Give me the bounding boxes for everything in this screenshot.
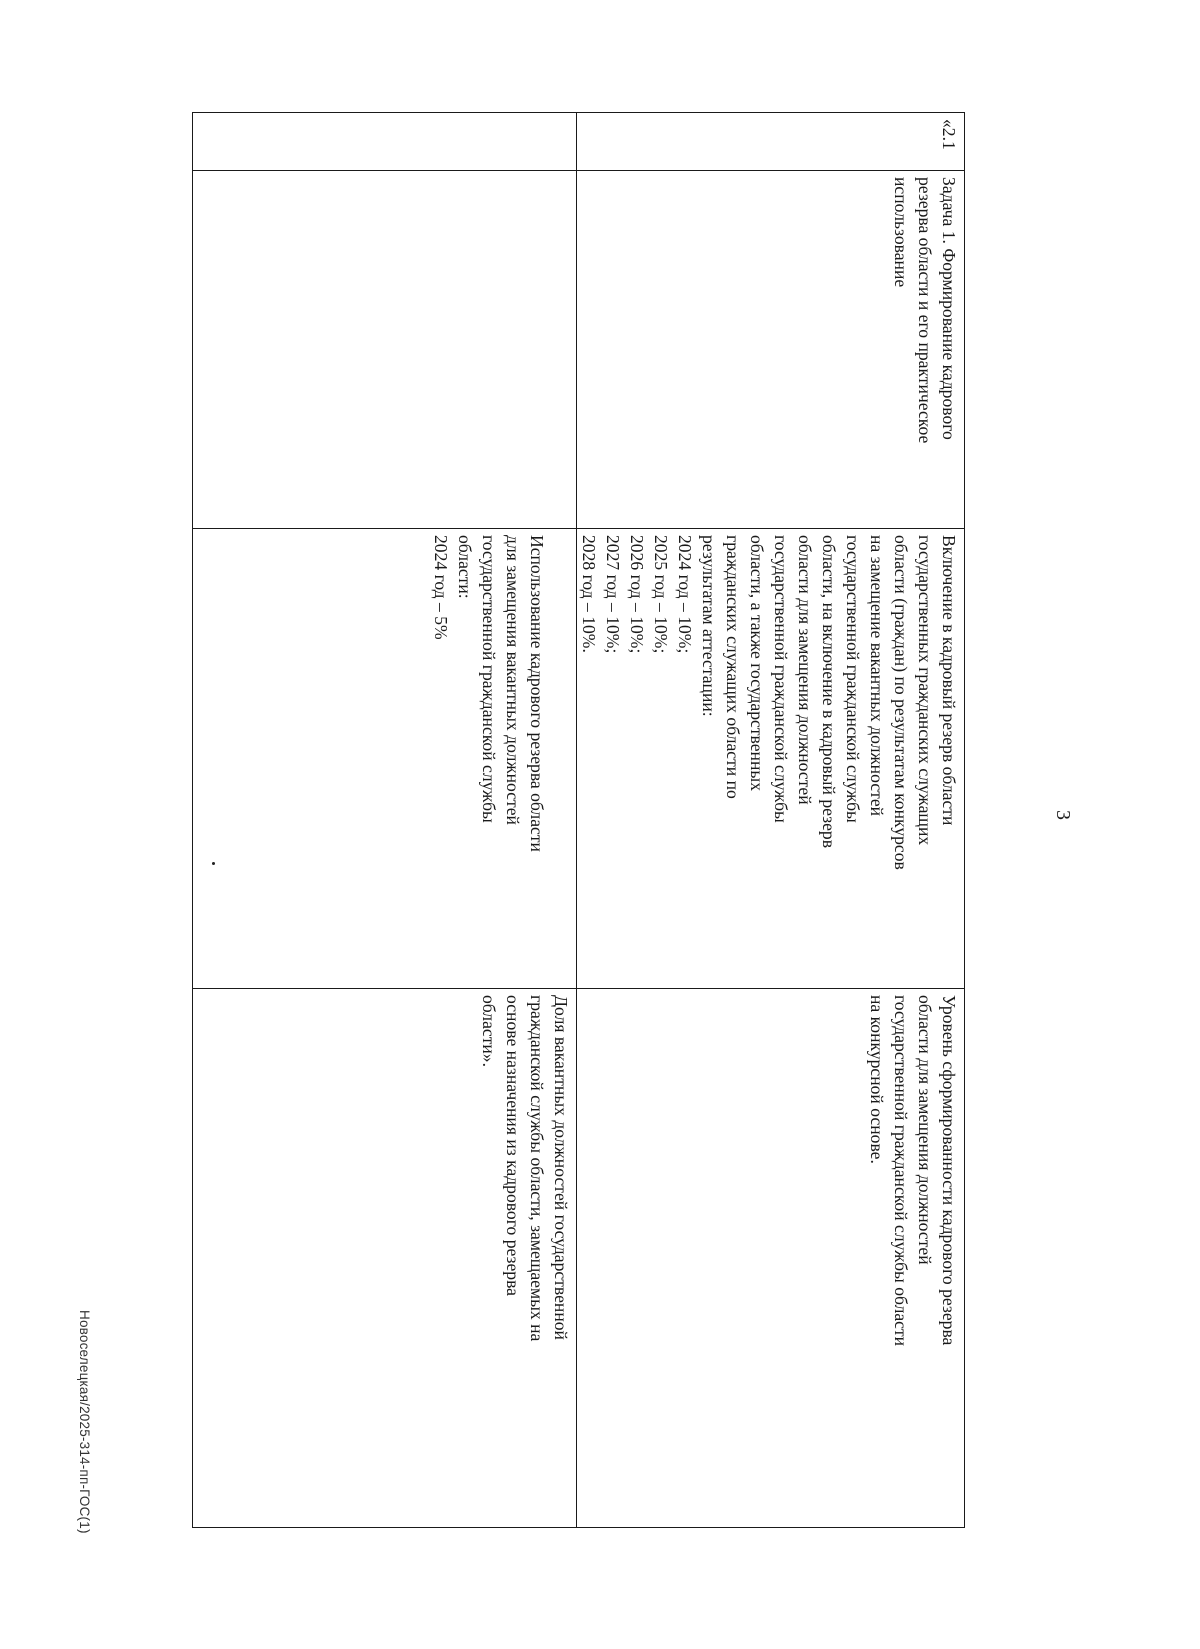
indicator-cell xyxy=(193,989,577,1528)
document-footer-code: Новоселецкая/2025-314-пп-ГОС(1) xyxy=(77,1310,92,1534)
task-cell-empty xyxy=(193,171,577,529)
measure-1-text: Включение в кадровый резерв области государственных гражданских служащих области (граждан) по результатам конкурсов на замещение вакантных должностей государственной гражданской службы области, на включение в кадровый резерв области для замещения должностей государственной гражданской службы области, а также государственных гражданских служащих области по результатам аттестации: 2024 год – 10%; 2025 год – 10%; 2026 год – 10%; 2027 год – 10%; 2028 год – 10%. xyxy=(579,535,959,870)
indicator-1-text: Уровень сформированности кадрового резерва области для замещения должностей государственной гражданской службы области на конкурсной основе. xyxy=(867,995,959,1347)
task-text: Задача 1. Формирование кадрового резерва области и его практическое использование xyxy=(891,177,959,444)
spacer xyxy=(549,535,573,982)
indicator-2-text: Доля вакантных должностей государственной гражданской службы области, замещаемых на основе назначения из кадрового резерва области». xyxy=(479,995,571,1342)
row-number: «2.1 xyxy=(939,119,959,150)
table-row-header xyxy=(577,113,965,1528)
program-table xyxy=(357,112,965,1527)
measure-cell xyxy=(193,529,577,989)
row-number-cell-empty xyxy=(193,113,577,171)
measure-2-text: Использование кадрового резерва области для замещения вакантных должностей государственной гражданской службы области: 2024 год – 5% xyxy=(431,535,547,852)
page-number: 3 xyxy=(1052,810,1074,820)
row-number-cell xyxy=(577,113,965,171)
table-row-body xyxy=(193,113,577,1528)
indicator-cell xyxy=(577,989,965,1528)
measure-cell xyxy=(577,529,965,989)
tasks-table xyxy=(192,112,965,1528)
task-cell xyxy=(577,171,965,529)
